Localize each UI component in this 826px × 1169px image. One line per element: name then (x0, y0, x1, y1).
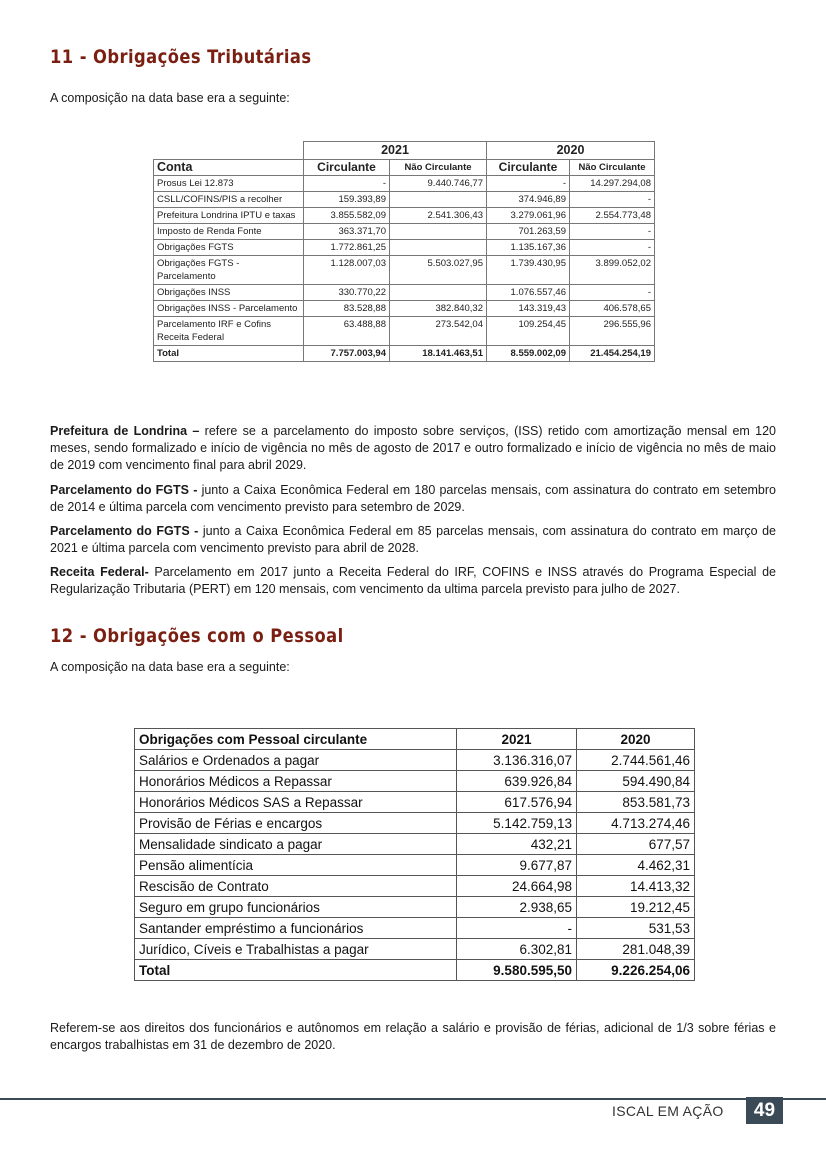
row-c2021: 363.371,70 (304, 224, 390, 240)
table-row (154, 285, 655, 301)
row-c2021: 63.488,88 (304, 317, 390, 346)
col-circulante-2021: Circulante (304, 160, 390, 176)
total-2021: 9.580.595,50 (457, 960, 577, 981)
paragraph-label: Parcelamento do FGTS - (50, 483, 198, 497)
row-desc: Santander empréstimo a funcionários (135, 918, 457, 939)
table-total-row (135, 960, 695, 981)
row-c2020: 1.739.430,95 (487, 256, 570, 285)
row-2020: 19.212,45 (577, 897, 695, 918)
row-nc2020: 406.578,65 (570, 301, 655, 317)
row-nc2021: 273.542,04 (390, 317, 487, 346)
row-c2020: 701.263,59 (487, 224, 570, 240)
row-c2020: 109.254,45 (487, 317, 570, 346)
footer-divider (0, 1098, 826, 1100)
row-2021: 5.142.759,13 (457, 813, 577, 834)
row-nc2020: 2.554.773,48 (570, 208, 655, 224)
row-c2021: 1.772.861,25 (304, 240, 390, 256)
row-conta: Parcelamento IRF e Cofins Receita Federal (154, 317, 304, 346)
table-row (135, 771, 695, 792)
explanatory-paragraph (50, 482, 776, 516)
paragraph-text: Parcelamento em 2017 junto a Receita Federal do IRF, COFINS e INSS através do Programa Especial de Regularização Tributaria (PERT) em 120 mensais, com vencimento da ultima parcela previsto para julho de 2027. (50, 565, 776, 596)
tax-obligations-table (153, 141, 655, 362)
row-2021: 24.664,98 (457, 876, 577, 897)
explanatory-paragraph (50, 564, 776, 598)
table-row (154, 317, 655, 346)
row-2020: 853.581,73 (577, 792, 695, 813)
row-conta: Prefeitura Londrina IPTU e taxas (154, 208, 304, 224)
paragraph-label: Receita Federal- (50, 565, 149, 579)
row-2020: 531,53 (577, 918, 695, 939)
row-c2020: 143.319,43 (487, 301, 570, 317)
row-nc2020: - (570, 240, 655, 256)
row-nc2021 (390, 285, 487, 301)
col-desc-header: Obrigações com Pessoal circulante (135, 729, 457, 750)
table-row (135, 834, 695, 855)
col-nao-circulante-2020: Não Circulante (570, 160, 655, 176)
row-c2020: 374.946,89 (487, 192, 570, 208)
col-nao-circulante-2021: Não Circulante (390, 160, 487, 176)
total-nc2020: 21.454.254,19 (570, 346, 655, 362)
personnel-obligations-table (134, 728, 695, 981)
row-2021: 432,21 (457, 834, 577, 855)
row-desc: Rescisão de Contrato (135, 876, 457, 897)
row-desc: Jurídico, Cíveis e Trabalhistas a pagar (135, 939, 457, 960)
paragraph-text: junto a Caixa Econômica Federal em 85 parcelas mensais, com assinatura do contrato em março de 2021 e última parcela com vencimento previsto para abril de 2028. (50, 524, 777, 555)
row-2020: 594.490,84 (577, 771, 695, 792)
table-row (154, 256, 655, 285)
row-nc2020: 296.555,96 (570, 317, 655, 346)
paragraph-text: refere se a parcelamento do imposto sobre serviços, (ISS) retido com amortização mensal em 120 meses, sendo formalizado e início de vigência no mês de agosto de 2017 e outro formalizado e início de vigência no mês de maio de 2019 com vencimento final para abril 2029. (50, 424, 776, 472)
section-12-closing: Referem-se aos direitos dos funcionários e autônomos em relação a salário e provisão de férias, adicional de 1/3 sobre férias e encargos trabalhistas em 31 de dezembro de 2020. (50, 1021, 776, 1052)
col-2020-header: 2020 (577, 729, 695, 750)
row-desc: Seguro em grupo funcionários (135, 897, 457, 918)
section-11-title: 11 - Obrigações Tributárias (50, 46, 312, 68)
table-row (135, 855, 695, 876)
table-row (135, 897, 695, 918)
paragraph-label: Prefeitura de Londrina – (50, 424, 200, 438)
col-circulante-2020: Circulante (487, 160, 570, 176)
row-nc2021: 9.440.746,77 (390, 176, 487, 192)
row-c2020: 3.279.061,96 (487, 208, 570, 224)
section-12-title: 12 - Obrigações com o Pessoal (50, 625, 344, 647)
col-conta-header: Conta (154, 160, 304, 176)
row-c2020: - (487, 176, 570, 192)
table-row (135, 939, 695, 960)
row-2020: 2.744.561,46 (577, 750, 695, 771)
table-row (154, 208, 655, 224)
row-nc2020: 14.297.294,08 (570, 176, 655, 192)
row-conta: Obrigações FGTS - Parcelamento (154, 256, 304, 285)
row-nc2021: 2.541.306,43 (390, 208, 487, 224)
row-nc2020: - (570, 224, 655, 240)
paragraph-label: Parcelamento do FGTS - (50, 524, 199, 538)
page-number: 49 (746, 1097, 783, 1124)
row-nc2020: 3.899.052,02 (570, 256, 655, 285)
section-11-intro: A composição na data base era a seguinte: (50, 91, 290, 105)
row-2020: 281.048,39 (577, 939, 695, 960)
row-c2021: - (304, 176, 390, 192)
table-row (135, 792, 695, 813)
table-corner (154, 142, 304, 160)
total-2020: 9.226.254,06 (577, 960, 695, 981)
explanatory-paragraph (50, 523, 776, 557)
col-2021-header: 2021 (457, 729, 577, 750)
total-c2020: 8.559.002,09 (487, 346, 570, 362)
row-desc: Honorários Médicos a Repassar (135, 771, 457, 792)
section-12-intro: A composição na data base era a seguinte: (50, 660, 290, 674)
row-2021: 9.677,87 (457, 855, 577, 876)
year-2021-header: 2021 (304, 142, 487, 160)
row-nc2021 (390, 240, 487, 256)
table-row (135, 750, 695, 771)
row-nc2021 (390, 224, 487, 240)
row-desc: Pensão alimentícia (135, 855, 457, 876)
row-desc: Salários e Ordenados a pagar (135, 750, 457, 771)
row-2020: 677,57 (577, 834, 695, 855)
table-total-row (154, 346, 655, 362)
total-label: Total (154, 346, 304, 362)
row-2021: 617.576,94 (457, 792, 577, 813)
row-desc: Provisão de Férias e encargos (135, 813, 457, 834)
table-row (135, 876, 695, 897)
row-conta: Obrigações INSS - Parcelamento (154, 301, 304, 317)
row-desc: Mensalidade sindicato a pagar (135, 834, 457, 855)
row-2020: 4.462,31 (577, 855, 695, 876)
row-c2021: 159.393,89 (304, 192, 390, 208)
table-row (135, 918, 695, 939)
row-c2020: 1.076.557,46 (487, 285, 570, 301)
row-2021: - (457, 918, 577, 939)
total-label: Total (135, 960, 457, 981)
row-c2021: 330.770,22 (304, 285, 390, 301)
row-c2021: 83.528,88 (304, 301, 390, 317)
row-nc2021: 5.503.027,95 (390, 256, 487, 285)
table-row (154, 301, 655, 317)
table-row (135, 813, 695, 834)
row-c2020: 1.135.167,36 (487, 240, 570, 256)
row-conta: CSLL/COFINS/PIS a recolher (154, 192, 304, 208)
row-c2021: 3.855.582,09 (304, 208, 390, 224)
total-c2021: 7.757.003,94 (304, 346, 390, 362)
row-nc2020: - (570, 285, 655, 301)
row-conta: Obrigações INSS (154, 285, 304, 301)
table-row (154, 224, 655, 240)
row-2021: 6.302,81 (457, 939, 577, 960)
row-conta: Prosus Lei 12.873 (154, 176, 304, 192)
explanatory-paragraph (50, 423, 776, 474)
row-conta: Obrigações FGTS (154, 240, 304, 256)
row-desc: Honorários Médicos SAS a Repassar (135, 792, 457, 813)
row-nc2021: 382.840,32 (390, 301, 487, 317)
footer-brand: ISCAL EM AÇÃO (612, 1103, 724, 1119)
row-2021: 2.938,65 (457, 897, 577, 918)
paragraph-text: junto a Caixa Econômica Federal em 180 parcelas mensais, com assinatura do contrato em setembro de 2014 e última parcela com vencimento previsto para setembro de 2029. (50, 483, 777, 514)
row-2020: 4.713.274,46 (577, 813, 695, 834)
row-2021: 3.136.316,07 (457, 750, 577, 771)
row-c2021: 1.128.007,03 (304, 256, 390, 285)
table-row (154, 176, 655, 192)
year-2020-header: 2020 (487, 142, 655, 160)
row-2021: 639.926,84 (457, 771, 577, 792)
row-nc2020: - (570, 192, 655, 208)
row-2020: 14.413,32 (577, 876, 695, 897)
table-row (154, 192, 655, 208)
total-nc2021: 18.141.463,51 (390, 346, 487, 362)
row-conta: Imposto de Renda Fonte (154, 224, 304, 240)
table-row (154, 240, 655, 256)
row-nc2021 (390, 192, 487, 208)
